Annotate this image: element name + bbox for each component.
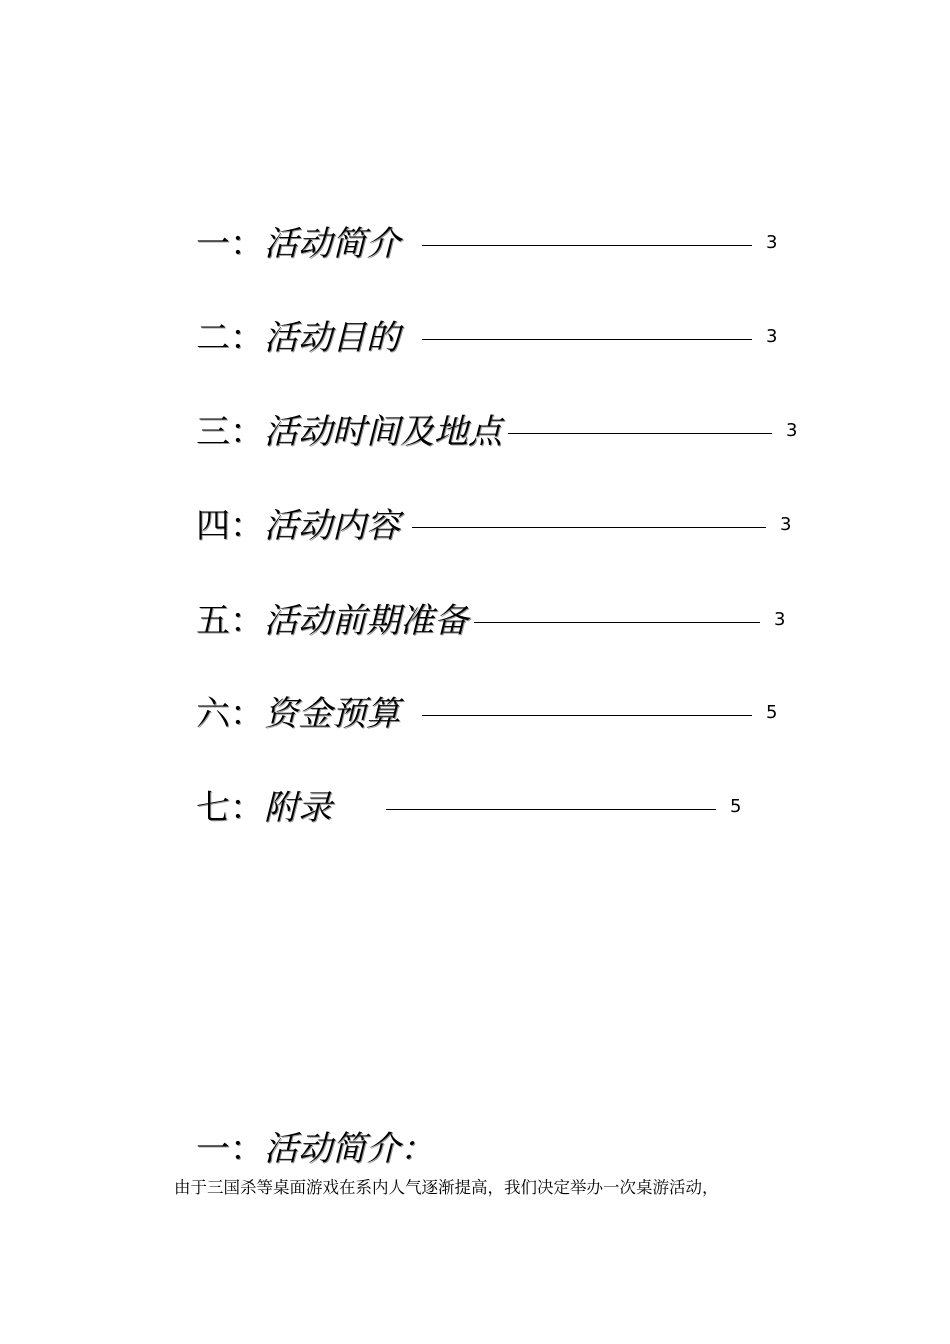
toc-item-2[interactable] bbox=[196, 318, 796, 358]
toc-title: 活动简介 bbox=[264, 224, 400, 264]
toc-item-4[interactable] bbox=[196, 506, 806, 546]
toc-number: 二： bbox=[196, 318, 264, 358]
toc-page-number: 5 bbox=[766, 702, 778, 723]
section-title: 活动简介： bbox=[264, 1129, 434, 1169]
toc-page-number: 5 bbox=[730, 796, 742, 817]
toc-item-7[interactable] bbox=[196, 788, 756, 828]
toc-number: 六： bbox=[196, 694, 264, 734]
toc-number: 一： bbox=[196, 224, 264, 264]
toc-page-number: 3 bbox=[786, 420, 798, 441]
toc-item-1[interactable] bbox=[196, 224, 796, 264]
toc-leader-line bbox=[508, 433, 772, 434]
section-body-text: 由于三国杀等桌面游戏在系内人气逐渐提高，我们决定举办一次桌游活动， bbox=[174, 1178, 719, 1197]
toc-title: 资金预算 bbox=[264, 694, 400, 734]
toc-leader-line bbox=[386, 809, 716, 810]
toc-leader-line bbox=[474, 622, 760, 623]
toc-number: 四： bbox=[196, 506, 264, 546]
toc-number: 三： bbox=[196, 412, 264, 452]
toc-page-number: 3 bbox=[774, 609, 786, 630]
toc-leader-line bbox=[422, 339, 752, 340]
toc-title: 活动前期准备 bbox=[264, 601, 468, 641]
toc-item-5[interactable] bbox=[196, 601, 806, 641]
toc-page-number: 3 bbox=[766, 326, 778, 347]
toc-title: 活动目的 bbox=[264, 318, 400, 358]
toc-title: 附录 bbox=[264, 788, 332, 828]
toc-title: 活动时间及地点 bbox=[264, 412, 502, 452]
toc-title: 活动内容 bbox=[264, 506, 400, 546]
toc-leader-line bbox=[422, 715, 752, 716]
toc-leader-line bbox=[412, 527, 766, 528]
toc-number: 七： bbox=[196, 788, 264, 828]
toc-item-3[interactable] bbox=[196, 412, 816, 452]
toc-number: 五： bbox=[196, 601, 264, 641]
section-number: 一： bbox=[196, 1129, 264, 1169]
toc-leader-line bbox=[422, 245, 752, 246]
toc-page-number: 3 bbox=[780, 514, 792, 535]
toc-page-number: 3 bbox=[766, 232, 778, 253]
toc-item-6[interactable] bbox=[196, 694, 796, 734]
